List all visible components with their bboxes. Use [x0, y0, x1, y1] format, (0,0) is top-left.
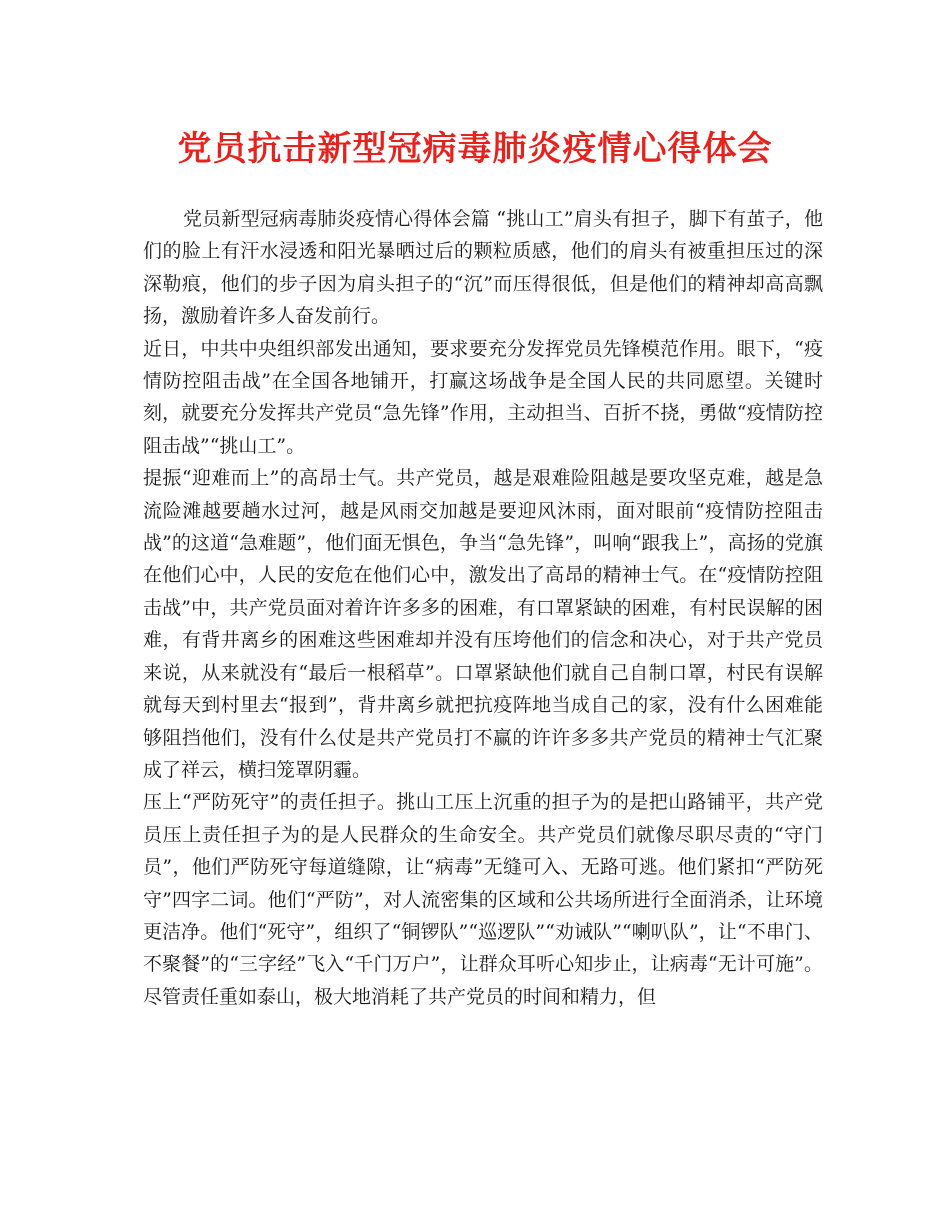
document-body: [143, 203, 823, 1013]
paragraph-responsibility: 压上“严防死守”的责任担子。挑山工压上沉重的担子为的是把山路铺平，共产党员压上责任担子为的是人民群众的生命安全。共产党员们就像尽职尽责的“守门员”，他们严防死守每道缝隙，让“病毒”无缝可入、无路可逃。他们紧扣“严防死守”四字二词。他们“严防”，对人流密集的区域和公共场所进行全面消杀，让环境更洁净。他们“死守”，组织了“铜锣队”“巡逻队”“劝诫队”“喇叭队”，让“不串门、不聚餐”的“三字经”飞入“千门万户”，让群众耳听心知步止，让病毒“无计可施”。尽管责任重如泰山，极大地消耗了共产党员的时间和精力，但: [143, 791, 823, 1008]
document-title: 党员抗击新型冠病毒肺炎疫情心得体会: [177, 129, 773, 169]
paragraph-morale: 提振“迎难而上”的高昂士气。共产党员，越是艰难险阻越是要攻坚克难，越是急流险滩越要趟水过河，越是风雨交加越是要迎风沐雨，面对眼前“疫情防控阻击战”的这道“急难题”，他们面无惧色，争当“急先锋”，叫响“跟我上”，高扬的党旗在他们心中，人民的安危在他们心中，激发出了高昂的精神士气。在“疫情防控阻击战”中，共产党员面对着许许多多的困难，有口罩紧缺的困难，有村民误解的困难，有背井离乡的困难这些困难却并没有压垮他们的信念和决心，对于共产党员来说，从来就没有“最后一根稻草”。口罩紧缺他们就自己自制口罩，村民有误解就每天到村里去“报到”，背井离乡就把抗疫阵地当成自己的家，没有什么困难能够阻挡他们，没有什么仗是共产党员打不赢的许许多多共产党员的精神士气汇聚成了祥云，横扫笼罩阴霾。: [143, 467, 823, 781]
paragraph-notice: 近日，中共中央组织部发出通知，要求要充分发挥党员先锋模范作用。眼下，“疫情防控阻击战”在全国各地铺开，打赢这场战争是全国人民的共同愿望。关键时刻，就要充分发挥共产党员“急先锋”作用，主动担当、百折不挠，勇做“疫情防控阻击战”“挑山工”。: [143, 337, 823, 457]
paragraph-intro: 党员新型冠病毒肺炎疫情心得体会篇 “挑山工”肩头有担子，脚下有茧子，他们的脸上有汗水浸透和阳光暴晒过后的颗粒质感，他们的肩头有被重担压过的深深勒痕，他们的步子因为肩头担子的“沉”而压得很低，但是他们的精神却高高飘扬，激励着许多人奋发前行。: [143, 208, 823, 328]
